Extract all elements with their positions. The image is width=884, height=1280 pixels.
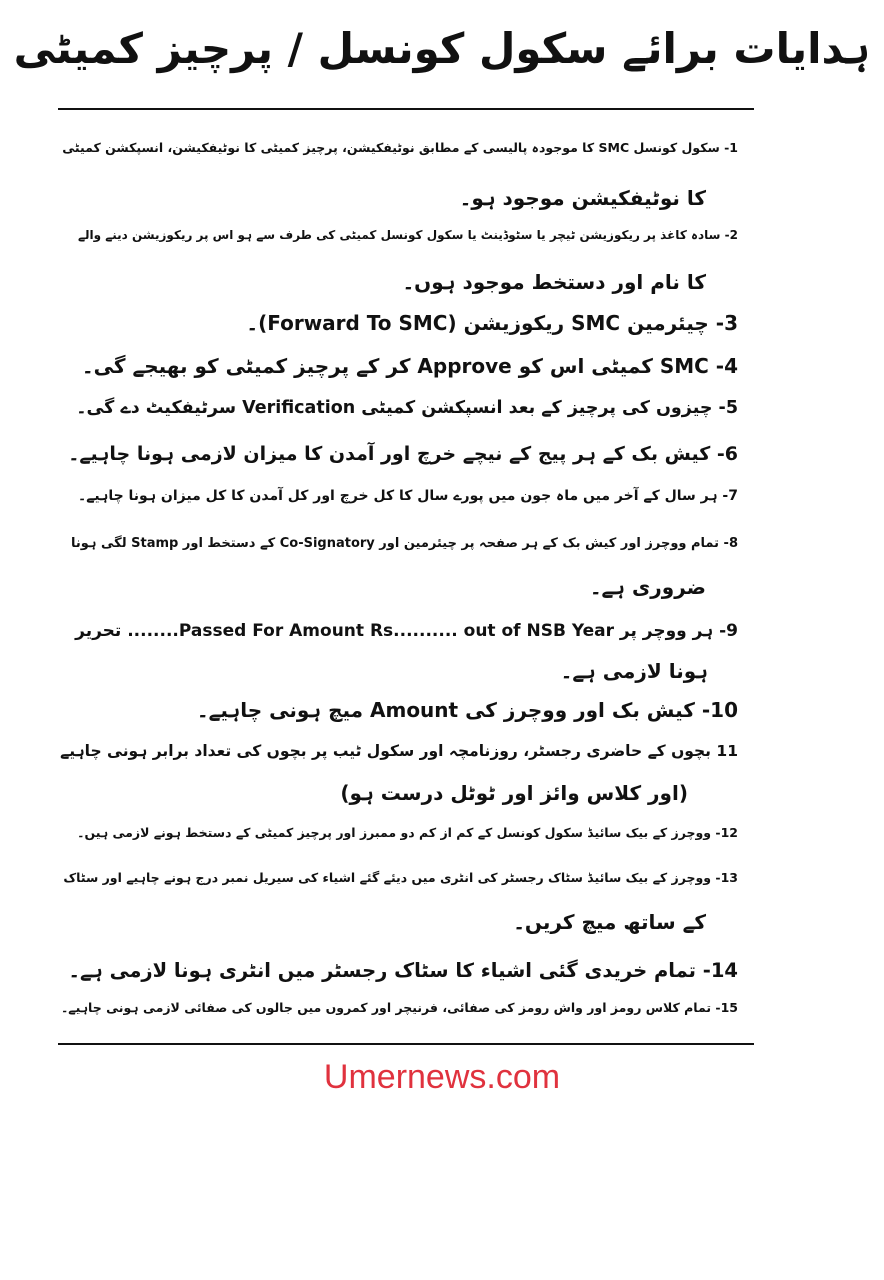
item-continuation: ہونا لازمی ہے۔ — [560, 659, 708, 683]
item-number: 5 — [725, 398, 738, 418]
item-text: تمام کلاس رومز اور واش رومز کی صفائی، فرنیچر اور کمروں میں جالوں کی صفائی لازمی ہونی چاہیے۔ — [60, 1000, 712, 1015]
item-text: چیزوں کی پرچیز کے بعد انسپکشن کمیٹی Verification سرٹیفکیٹ دے گی۔ — [76, 398, 713, 418]
page-title: ہدایات برائے سکول کونسل / پرچیز کمیٹی — [13, 24, 871, 73]
item-continuation: کے ساتھ میچ کریں۔ — [513, 910, 706, 934]
list-item: 1- سکول کونسل SMC کا موجودہ پالیسی کے مطابق نوٹیفکیشن، پرچیز کمیٹی کا نوٹیفکیشن، انسپکشن کمیٹی — [62, 140, 738, 155]
item-number: 6 — [724, 443, 738, 465]
item-continuation: کا نام اور دستخط موجود ہوں۔ — [402, 270, 706, 294]
item-text: تمام خریدی گئی اشیاء کا سٹاک رجسٹر میں انٹری ہونا لازمی ہے۔ — [68, 959, 696, 982]
list-item: 2- سادہ کاغذ پر ریکوزیشن ٹیچر یا سٹوڈینٹ یا سکول کونسل کمیٹی کی طرف سے ہو اس پر ریکوزیشن دینے والے — [77, 228, 738, 242]
item-number: 9 — [726, 621, 738, 641]
item-number: 10 — [710, 698, 738, 722]
item-continuation: ضروری ہے۔ — [589, 575, 706, 599]
item-text: ہر ووچر پر Passed For Amount Rs.......... out of NSB Year........ تحریر — [75, 621, 714, 641]
list-item: 14- تمام خریدی گئی اشیاء کا سٹاک رجسٹر میں انٹری ہونا لازمی ہے۔ — [68, 959, 738, 982]
list-item: 6- کیش بک کے ہر پیج کے نیچے خرچ اور آمدن کا میزان لازمی ہونا چاہیے۔ — [68, 443, 738, 465]
item-number: 13 — [720, 870, 738, 885]
item-continuation: (اور کلاس وائز اور ٹوٹل درست ہو) — [340, 781, 688, 805]
list-item: 13- ووچرز کے بیک سائیڈ سٹاک رجسٹر کی انٹری میں دیئے گئے اشیاء کی سیریل نمبر درج ہونے چاہیے اور سٹاک — [63, 870, 738, 885]
item-number: 11 — [716, 742, 738, 760]
item-number: 15 — [720, 1000, 738, 1015]
list-item: 4- SMC کمیٹی اس کو Approve کر کے پرچیز کمیٹی کو بھیجے گی۔ — [81, 354, 738, 378]
item-text: سکول کونسل SMC کا موجودہ پالیسی کے مطابق نوٹیفکیشن، پرچیز کمیٹی کا نوٹیفکیشن، انسپکشن کمیٹی — [62, 140, 720, 155]
list-item: 3- چیئرمین SMC ریکوزیشن (Forward To SMC)۔ — [246, 311, 738, 335]
list-item: 9- ہر ووچر پر Passed For Amount Rs.......... out of NSB Year........ تحریر — [75, 621, 738, 641]
item-text: ووچرز کے بیک سائیڈ سٹاک رجسٹر کی انٹری میں دیئے گئے اشیاء کی سیریل نمبر درج ہونے چاہیے اور سٹاک — [63, 870, 712, 885]
site-watermark: Umernews.com — [323, 1058, 561, 1096]
item-number: 12 — [720, 825, 738, 840]
item-text: تمام ووچرز اور کیش بک کے ہر صفحہ پر چیئرمین اور Co-Signatory کے دستخط اور Stamp لگی ہونا — [70, 536, 720, 551]
item-text: کیش بک کے ہر پیج کے نیچے خرچ اور آمدن کا میزان لازمی ہونا چاہیے۔ — [68, 443, 711, 465]
item-text: ووچرز کے بیک سائیڈ سکول کونسل کے کم از کم دو ممبرز اور پرچیز کمیٹی کے دستخط ہونے لازمی ہیں۔ — [77, 825, 712, 840]
top-divider — [58, 108, 754, 110]
bottom-divider — [58, 1043, 754, 1045]
list-item: 10- کیش بک اور ووچرز کی Amount میچ ہونی چاہیے۔ — [196, 698, 738, 722]
list-item: 15- تمام کلاس رومز اور واش رومز کی صفائی، فرنیچر اور کمروں میں جالوں کی صفائی لازمی ہونی چاہیے۔ — [60, 1000, 738, 1015]
item-number: 4 — [724, 354, 738, 378]
item-text: چیئرمین SMC ریکوزیشن (Forward To SMC)۔ — [246, 311, 709, 335]
item-number: 8 — [728, 536, 738, 551]
item-number: 3 — [724, 311, 738, 335]
item-number: 2 — [729, 228, 738, 242]
list-item — [60, 742, 738, 760]
item-text: ہر سال کے آخر میں ماہ جون میں پورے سال کا کل خرچ اور کل آمدن کا کل میزان ہونا چاہیے۔ — [78, 488, 718, 504]
item-text: SMC کمیٹی اس کو Approve کر کے پرچیز کمیٹی کو بھیجے گی۔ — [81, 354, 709, 378]
item-number: 7 — [728, 488, 738, 504]
list-item: 5- چیزوں کی پرچیز کے بعد انسپکشن کمیٹی Verification سرٹیفکیٹ دے گی۔ — [76, 398, 738, 418]
item-text: سادہ کاغذ پر ریکوزیشن ٹیچر یا سٹوڈینٹ یا سکول کونسل کمیٹی کی طرف سے ہو اس پر ریکوزیشن دینے والے — [77, 228, 721, 242]
list-item: 12- ووچرز کے بیک سائیڈ سکول کونسل کے کم از کم دو ممبرز اور پرچیز کمیٹی کے دستخط ہونے لازمی ہیں۔ — [77, 825, 738, 840]
item-number: 14 — [710, 959, 738, 982]
item-text: کیش بک اور ووچرز کی Amount میچ ہونی چاہیے۔ — [196, 698, 695, 722]
item-number: 1 — [729, 140, 738, 155]
list-item: 7- ہر سال کے آخر میں ماہ جون میں پورے سال کا کل خرچ اور کل آمدن کا کل میزان ہونا چاہیے۔ — [78, 488, 738, 504]
item-continuation: کا نوٹیفکیشن موجود ہو۔ — [459, 186, 706, 210]
list-item: 8- تمام ووچرز اور کیش بک کے ہر صفحہ پر چیئرمین اور Co-Signatory کے دستخط اور Stamp لگی ہونا — [70, 536, 738, 551]
item-text: بچوں کے حاضری رجسٹر، روزنامچہ اور سکول ٹیب پر بچوں کی تعداد برابر ہونی چاہیے — [60, 742, 712, 760]
